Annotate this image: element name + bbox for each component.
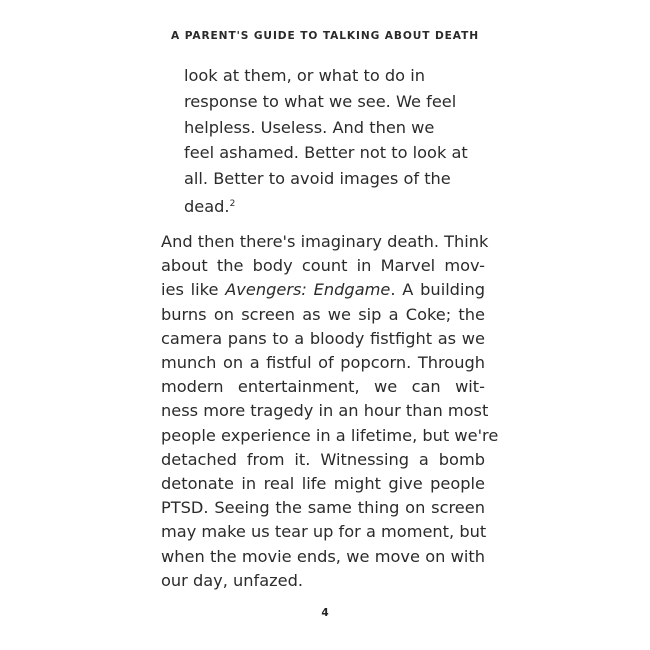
text-line: ness more tragedy in an hour than most — [161, 401, 489, 421]
text-line: look at them, or what to do in — [184, 66, 425, 85]
text-line: And then there's imaginary death. Think — [161, 232, 489, 251]
text-line: detonate in real life might give people — [161, 474, 485, 494]
text-line: feel ashamed. Better not to look at — [184, 143, 468, 163]
text-line-with-italic — [161, 278, 485, 302]
block-quote — [184, 63, 484, 220]
text-line: people experience in a lifetime, but we're — [161, 425, 499, 445]
text-fragment: dead. — [184, 196, 230, 216]
text-line: all. Better to avoid images of the — [184, 169, 451, 189]
italic-title: Avengers: Endgame — [225, 280, 391, 300]
text-line: our day, unfazed. — [161, 570, 304, 590]
text-fragment: . A building — [390, 280, 485, 300]
footnote-reference: 2 — [229, 198, 236, 209]
text-line: burns on screen as we sip a Coke; the — [161, 304, 485, 324]
text-line-with-footnote — [184, 192, 484, 220]
text-line: camera pans to a bloody fistfight as we — [161, 328, 485, 348]
body-paragraph — [161, 230, 499, 593]
text-fragment: ies like — [161, 280, 226, 300]
running-head: A PARENT'S GUIDE TO TALKING ABOUT DEATH — [171, 30, 479, 42]
text-line: munch on a fistful of popcorn. Through — [161, 353, 485, 373]
text-line: about the body count in Marvel mov- — [161, 256, 485, 276]
text-line: detached from it. Witnessing a bomb — [161, 449, 485, 469]
text-line: when the movie ends, we move on with — [161, 546, 485, 566]
text-line: may make us tear up for a moment, but — [161, 522, 487, 542]
text-line: modern entertainment, we can wit- — [161, 377, 485, 397]
page-number: 4 — [321, 607, 329, 619]
text-line: response to what we see. We feel — [184, 91, 457, 111]
text-line: helpless. Useless. And then we — [184, 117, 435, 137]
text-line: PTSD. Seeing the same thing on screen — [161, 498, 485, 518]
